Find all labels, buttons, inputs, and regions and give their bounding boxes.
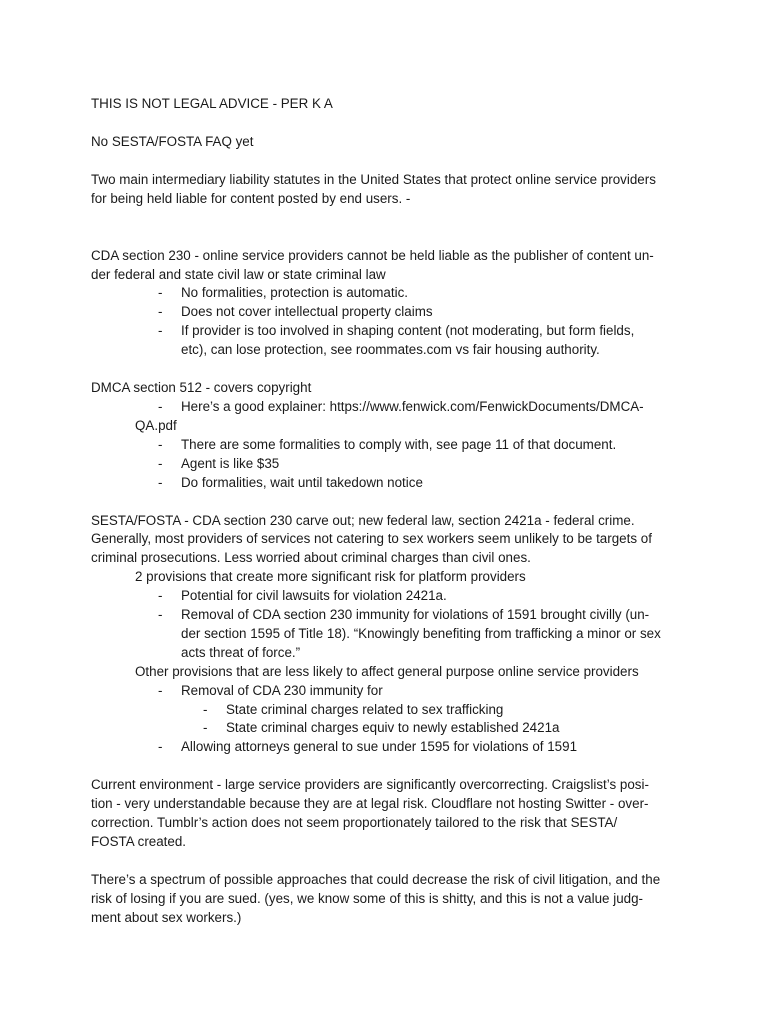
current-environment-paragraph xyxy=(91,776,681,852)
list-item: - Removal of CDA section 230 immunity for violations of 1591 brought civilly (un- xyxy=(158,607,650,623)
list-item-continuation: der section 1595 of Title 18). “Knowingly benefiting from trafficking a minor or sex xyxy=(181,625,661,641)
paragraph-line: correction. Tumblr’s action does not seem proportionately tailored to the risk that SESTA/ xyxy=(91,815,618,831)
paragraph-line: tion - very understandable because they are at legal risk. Cloudflare not hosting Switter - over- xyxy=(91,796,649,812)
list-item: - Here’s a good explainer: https://www.fenwick.com/FenwickDocuments/DMCA- QA.pdf xyxy=(135,398,644,433)
list-item: - Does not cover intellectual property claims xyxy=(158,304,433,320)
sesta-group2-heading: Other provisions that are less likely to affect general purpose online service providers xyxy=(135,663,639,679)
cda-heading-line: CDA section 230 - online service providers cannot be held liable as the publisher of content un- xyxy=(91,247,654,263)
disclaimer-heading: THIS IS NOT LEGAL ADVICE - PER K A xyxy=(91,96,333,111)
spectrum-paragraph xyxy=(91,871,681,928)
paragraph-line: risk of losing if you are sued. (yes, we know some of this is shitty, and this is not a value judg- xyxy=(91,890,643,906)
list-item: - Do formalities, wait until takedown notice xyxy=(158,474,423,490)
faq-note: No SESTA/FOSTA FAQ yet xyxy=(91,133,254,149)
sub-list-item: - State criminal charges equiv to newly established 2421a xyxy=(203,720,560,736)
sesta-line: SESTA/FOSTA - CDA section 230 carve out; new federal law, section 2421a - federal crime. xyxy=(91,512,635,528)
list-item: - There are some formalities to comply with, see page 11 of that document. xyxy=(158,436,617,452)
list-item: - No formalities, protection is automatic. xyxy=(158,285,408,301)
cda-heading-line: der federal and state civil law or state criminal law xyxy=(91,266,386,282)
sub-list-item: - State criminal charges related to sex trafficking xyxy=(203,701,504,717)
sesta-line: criminal prosecutions. Less worried about criminal charges than civil ones. xyxy=(91,550,531,566)
intro-line: for being held liable for content posted by end users. - xyxy=(91,190,411,206)
paragraph-line: There’s a spectrum of possible approaches that could decrease the risk of civil litigation, and the xyxy=(91,871,661,887)
document-page xyxy=(91,95,681,928)
dmca-heading: DMCA section 512 - covers copyright xyxy=(91,380,312,396)
list-item: - If provider is too involved in shaping content (not moderating, but form fields, xyxy=(158,323,635,339)
intro-line: Two main intermediary liability statutes in the United States that protect online service providers xyxy=(91,171,656,187)
sesta-group1-heading: 2 provisions that create more significant risk for platform providers xyxy=(135,569,526,585)
paragraph-line: FOSTA created. xyxy=(91,834,187,849)
paragraph-line: ment about sex workers.) xyxy=(91,909,242,925)
cda-section xyxy=(91,247,681,360)
list-item-continuation: etc), can lose protection, see roommates.com vs fair housing authority. xyxy=(181,342,600,358)
list-item: - Potential for civil lawsuits for violation 2421a. xyxy=(158,588,447,604)
list-item-continuation: acts threat of force.” xyxy=(181,644,301,660)
paragraph-line: Current environment - large service providers are significantly overcorrecting. Craigslist’s posi- xyxy=(91,777,649,793)
sesta-line: Generally, most providers of services not catering to sex workers seem unlikely to be targets of xyxy=(91,531,652,547)
sesta-section xyxy=(91,512,681,758)
intro-paragraph xyxy=(91,171,681,209)
list-item: - Agent is like $35 xyxy=(158,455,280,471)
dmca-section xyxy=(91,379,681,492)
list-item: - Allowing attorneys general to sue under 1595 for violations of 1591 xyxy=(158,739,578,755)
list-item: - Removal of CDA 230 immunity for xyxy=(158,682,383,698)
